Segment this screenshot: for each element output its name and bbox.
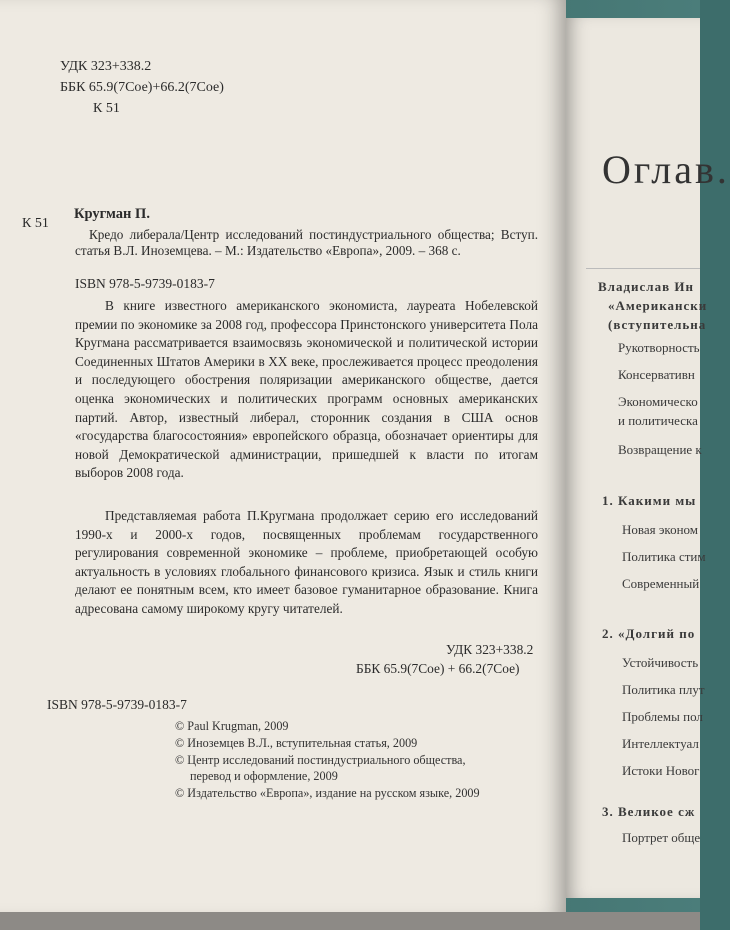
toc-line: Рукотворность xyxy=(618,340,700,355)
copyright-line-continued: перевод и оформление, 2009 xyxy=(190,769,338,783)
toc-line: и политическа xyxy=(618,413,698,428)
annotation-paragraph-2: Представляемая работа П.Кругмана продолжает серию его исследований 1990-х и 2000-х годов, посвященных проблемам государственного регулирования современной экономике – проблеме, приобретающей особую актуальность в условиях глобального финансового кризиса. Язык и стиль книги делают ее понятным всем, кто имеет базовое гуманитарное образование. Книга адресована самому широкому кругу читателей. xyxy=(75,508,538,616)
toc-line: Экономическо xyxy=(618,394,698,409)
bibliographic-record: Кредо либерала/Центр исследований постиндустриального общества; Вступ. статья В.Л. Иноземцева. – М.: Издательство «Европа», 2009. – 368 с. xyxy=(75,227,538,258)
toc-line: Портрет обще xyxy=(622,830,701,845)
author-mark-left: К 51 xyxy=(22,216,49,231)
toc-line: Современный xyxy=(622,576,700,591)
annotation-paragraph-1: В книге известного американского экономиста, лауреата Нобелевской премии по экономике за 2008 год, профессора Принстонского университета Пола Кругмана рассматривается взаимосвязь экономической и политической истории Соединенных Штатов Америки в XX веке, прослеживается процесс преодоления и последующего обострения поляризации американского обществе, дается оценка экономических и политических программ основных американских партий. Автор, известный либерал, сторонник создания в США основ «государства благосостояния» европейского образца, обозначает ориентиры для новой Демократической администрации, пришедшей к власти по итогам выборов 2008 года. xyxy=(75,298,538,481)
copyright-line: © Издательство «Европа», издание на русском языке, 2009 xyxy=(175,786,480,800)
toc-line: Истоки Новог xyxy=(622,763,700,778)
toc-line: Консервативн xyxy=(618,367,695,382)
toc-line: Политика стим xyxy=(622,549,706,564)
copyright-line: © Paul Krugman, 2009 xyxy=(175,719,289,733)
toc-chapter: 1. Какими мы xyxy=(602,493,697,508)
bbk-code-bottom: ББК 65.9(7Сое) + 66.2(7Сое) xyxy=(356,661,520,676)
toc-line: Проблемы пол xyxy=(622,709,703,724)
isbn-bottom: ISBN 978-5-9739-0183-7 xyxy=(47,697,187,712)
table-surface xyxy=(0,912,700,930)
toc-chapter: 3. Великое сж xyxy=(602,804,696,819)
bbk-code-top: ББК 65.9(7Сое)+66.2(7Сое) xyxy=(60,80,224,95)
udk-code-bottom: УДК 323+338.2 xyxy=(446,642,534,657)
contents-title: Оглав. xyxy=(602,147,730,192)
isbn-top: ISBN 978-5-9739-0183-7 xyxy=(75,276,215,291)
right-page xyxy=(566,18,730,898)
divider xyxy=(586,268,700,269)
toc-line: Политика плут xyxy=(622,682,705,697)
toc-line: Владислав Ин xyxy=(598,279,694,294)
copyright-line: © Центр исследований постиндустриального общества, xyxy=(175,753,466,767)
udk-code-top: УДК 323+338.2 xyxy=(60,59,152,74)
toc-line: Новая эконом xyxy=(622,522,699,537)
author-name: Кругман П. xyxy=(74,206,150,222)
toc-line: Устойчивость xyxy=(622,655,699,670)
toc-line: «Американски xyxy=(608,298,708,313)
toc-chapter: 2. «Долгий по xyxy=(602,626,696,641)
toc-line: Возвращение к xyxy=(618,442,702,457)
toc-line: Интеллектуал xyxy=(622,736,699,751)
author-mark-top: К 51 xyxy=(93,101,120,116)
copyright-line: © Иноземцев В.Л., вступительная статья, 2009 xyxy=(175,736,418,750)
toc-line: (вступительна xyxy=(608,317,707,332)
